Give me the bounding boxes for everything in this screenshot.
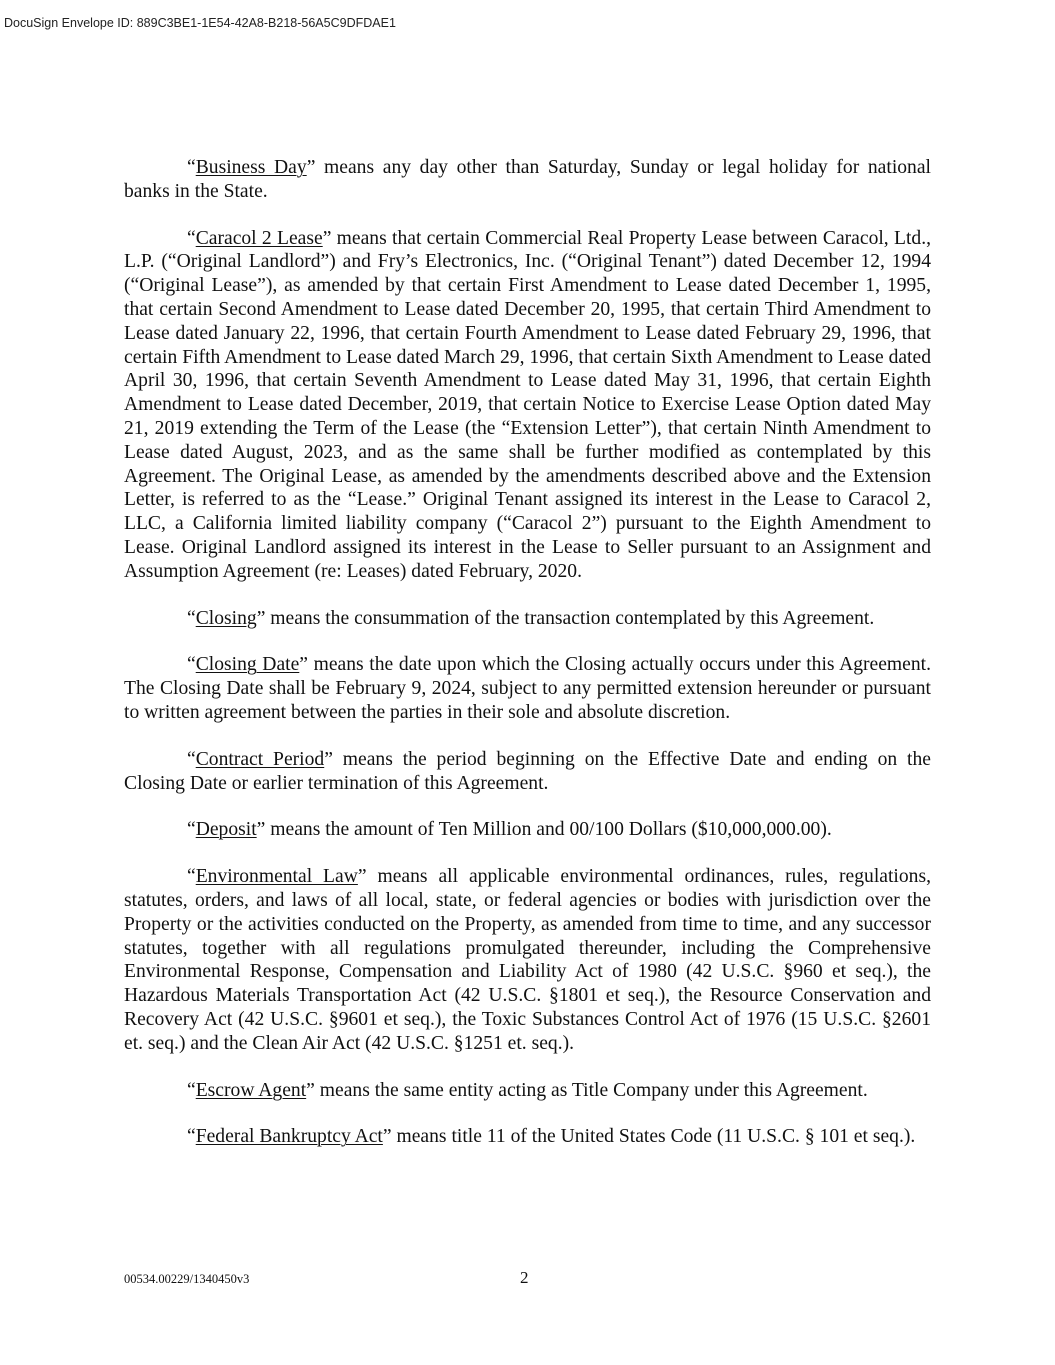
defined-term: Federal Bankruptcy Act bbox=[195, 1126, 383, 1148]
defined-term: Deposit bbox=[195, 819, 257, 841]
definitions-section bbox=[124, 156, 931, 1172]
defined-term: Business Day bbox=[195, 157, 307, 178]
definition-environmental-law: “Environmental Law” means all applicable environmental ordinances, rules, regulations, statutes, orders, and laws of all local, state, or federal agencies or bodies with jurisdiction over the Property or the activities conducted on the Property, as amended from time to time, and any successor statutes, together with all regulations promulgated thereunder, including the Comprehensive Environmental Response, Compensation and Liability Act of 1980 (42 U.S.C. §960 et seq.), the Hazardous Materials Transportation Act (42 U.S.C. §1801 et seq.), the Resource Conservation and Recovery Act (42 U.S.C. §9601 et seq.), the Toxic Substances Control Act of 1976 (15 U.S.C. §2601 et. seq.) and the Clean Air Act (42 U.S.C. §1251 et. seq.). bbox=[124, 866, 931, 1054]
definition-text: means the same entity acting as Title Company under this Agreement. bbox=[314, 1079, 868, 1101]
definition-text: means the amount of Ten Million and 00/100 Dollars ($10,000,000.00). bbox=[265, 819, 832, 841]
definition-escrow-agent: “Escrow Agent” means the same entity acting as Title Company under this Agreement. bbox=[187, 1079, 868, 1101]
defined-term: Caracol 2 Lease bbox=[195, 227, 323, 249]
definition-contract-period: “Contract Period” means the period beginning on the Effective Date and ending on the Closing Date or earlier termination of this Agreement. bbox=[124, 748, 931, 794]
definition-caracol-2-lease: “Caracol 2 Lease” means that certain Commercial Real Property Lease between Caracol, Ltd., L.P. (“Original Landlord”) and Fry’s Electronics, Inc. (“Original Tenant”) dated December 12, 1994 (“Original Lease”), as amended by that certain First Amendment to Lease dated December 1, 1995, that certain Second Amendment to Lease dated December 20, 1995, that certain Third Amendment to Lease dated January 22, 1996, that certain Fourth Amendment to Lease dated February 29, 1996, that certain Fifth Amendment to Lease dated March 29, 1996, that certain Sixth Amendment to Lease dated April 30, 1996, that certain Seventh Amendment to Lease dated May 31, 1996, that certain Eighth Amendment to Lease dated December, 2019, that certain Notice to Exercise Lease Option dated May 21, 2019 extending the Term of the Lease (the “Extension Letter”), that certain Ninth Amendment to Lease dated August, 2023, and as the same shall be further modified as contemplated by this Agreement. The Original Lease, as amended by the amendments described above and the Extension Letter, is referred to as the “Lease.” Original Tenant assigned its interest in the Lease to Caracol 2, LLC, a California limited liability company (“Caracol 2”) pursuant to the Eighth Amendment to Lease. Original Landlord assigned its interest in the Lease to Seller pursuant to an Assignment and Assumption Agreement (re: Leases) dated February, 2020. bbox=[124, 227, 932, 582]
defined-term: Closing bbox=[195, 607, 257, 629]
definition-text: means all applicable environmental ordinances, rules, regulations, statutes, orders, and laws of all local, state, or federal agencies or bodies with jurisdiction over the Property or the activities conducted on the Property, as amended from time to time, and any successor statutes, together with all regulations promulgated thereunder, including the Comprehensive Environmental Response, Compensation and Liability Act of 1980 (42 U.S.C. §960 et seq.), the Hazardous Materials Transportation Act (42 U.S.C. §1801 et seq.), the Resource Conservation and Recovery Act (42 U.S.C. §9601 et seq.), the Toxic Substances Control Act of 1976 (15 U.S.C. §2601 et. seq.) and the Clean Air Act (42 U.S.C. §1251 et. seq.). bbox=[124, 866, 931, 1054]
definition-text: means any day other than Saturday, Sunday or legal holiday for national banks in the State. bbox=[124, 157, 931, 202]
definition-text: means that certain Commercial Real Property Lease between Caracol, Ltd., L.P. (“Original Landlord”) and Fry’s Electronics, Inc. (“Original Tenant”) dated December 12, 1994 (“Original Lease”), as amended by that certain First Amendment to Lease dated December 1, 1995, that certain Second Amendment to Lease dated December 20, 1995, that certain Third Amendment to Lease dated January 22, 1996, that certain Fourth Amendment to Lease dated February 29, 1996, that certain Fifth Amendment to Lease dated March 29, 1996, that certain Sixth Amendment to Lease dated April 30, 1996, that certain Seventh Amendment to Lease dated May 31, 1996, that certain Eighth Amendment to Lease dated December, 2019, that certain Notice to Exercise Lease Option dated May 21, 2019 extending the Term of the Lease (the “Extension Letter”), that certain Ninth Amendment to Lease dated August, 2023, and as the same shall be further modified as contemplated by this Agreement. The Original Lease, as amended by the amendments described above and the Extension Letter, is referred to as the “Lease.” Original Tenant assigned its interest in the Lease to Caracol 2, LLC, a California limited liability company (“Caracol 2”) pursuant to the Eighth Amendment to Lease. Original Landlord assigned its interest in the Lease to Seller pursuant to an Assignment and Assumption Agreement (re: Leases) dated February, 2020. bbox=[124, 227, 932, 582]
defined-term: Escrow Agent bbox=[195, 1079, 307, 1101]
envelope-id: DocuSign Envelope ID: 889C3BE1-1E54-42A8-B218-56A5C9DFDAE1 bbox=[4, 16, 396, 30]
page-number: 2 bbox=[520, 1268, 529, 1287]
defined-term: Closing Date bbox=[195, 654, 300, 676]
defined-term: Contract Period bbox=[195, 748, 325, 770]
definition-closing: “Closing” means the consummation of the transaction contemplated by this Agreement. bbox=[187, 607, 875, 629]
definition-text: means title 11 of the United States Code (11 U.S.C. § 101 et seq.). bbox=[391, 1126, 916, 1148]
defined-term: Environmental Law bbox=[195, 866, 358, 888]
definition-deposit: “Deposit” means the amount of Ten Million and 00/100 Dollars ($10,000,000.00). bbox=[187, 819, 832, 841]
definition-text: means the date upon which the Closing actually occurs under this Agreement. The Closing Date shall be February 9, 2024, subject to any permitted extension hereunder or pursuant to written agreement between the parties in their sole and absolute discretion. bbox=[124, 654, 932, 723]
definition-text: means the consummation of the transaction contemplated by this Agreement. bbox=[265, 607, 875, 629]
document-code: 00534.00229/1340450v3 bbox=[124, 1272, 250, 1286]
definition-federal-bankruptcy-act: “Federal Bankruptcy Act” means title 11 of the United States Code (11 U.S.C. § 101 et seq.). bbox=[187, 1126, 916, 1148]
definition-business-day: “Business Day” means any day other than Saturday, Sunday or legal holiday for national banks in the State. bbox=[124, 157, 931, 202]
definition-closing-date: “Closing Date” means the date upon which the Closing actually occurs under this Agreement. The Closing Date shall be February 9, 2024, subject to any permitted extension hereunder or pursuant to written agreement between the parties in their sole and absolute discretion. bbox=[124, 654, 932, 723]
definition-text: means the period beginning on the Effective Date and ending on the Closing Date or earlier termination of this Agreement. bbox=[124, 748, 931, 794]
